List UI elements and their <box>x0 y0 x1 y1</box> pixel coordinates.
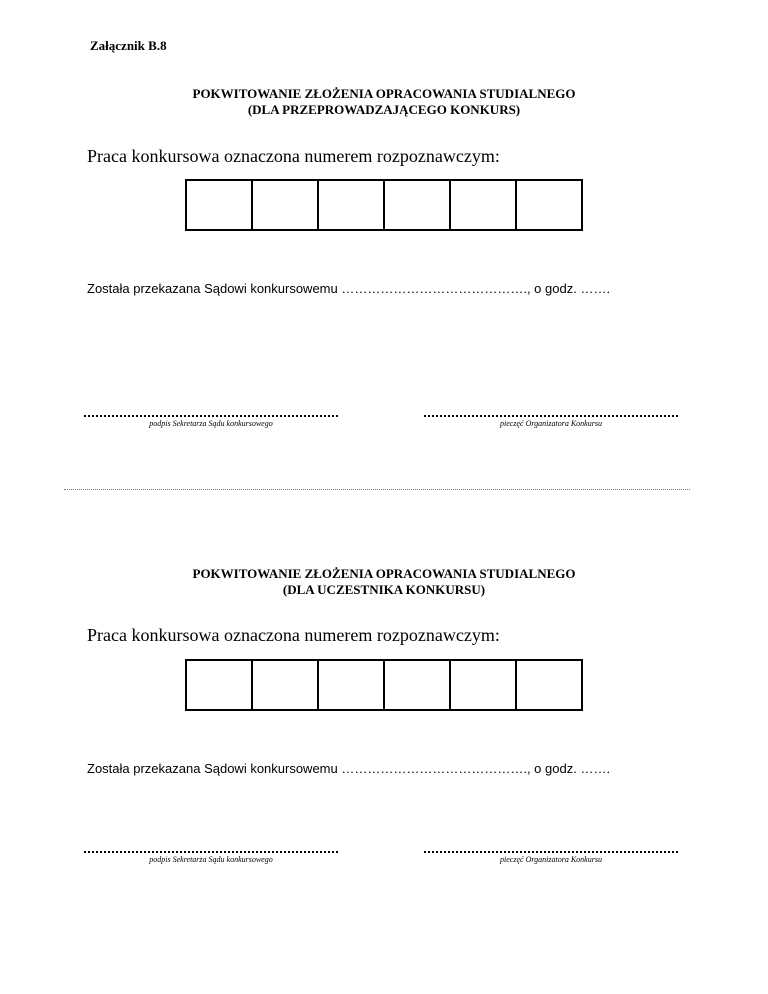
stamp-line <box>424 851 678 853</box>
id-digit-box[interactable] <box>253 661 319 709</box>
section2-subtitle: Praca konkursowa oznaczona numerem rozpoznawczym: <box>87 625 500 645</box>
id-digit-box[interactable] <box>187 661 253 709</box>
id-digit-box[interactable] <box>319 661 385 709</box>
signature-label: podpis Sekretarza Sądu konkursowego <box>149 855 273 864</box>
section2-title-line1: POKWITOWANIE ZŁOŻENIA OPRACOWANIA STUDIALNEGO <box>192 566 576 581</box>
section1-signature-right <box>424 415 678 428</box>
section1-subtitle: Praca konkursowa oznaczona numerem rozpoznawczym: <box>87 146 500 166</box>
signature-label: podpis Sekretarza Sądu konkursowego <box>149 419 273 428</box>
stamp-label: pieczęć Organizatora Konkursu <box>500 419 602 428</box>
id-digit-box[interactable] <box>385 181 451 229</box>
signature-line <box>84 851 338 853</box>
id-digit-box[interactable] <box>253 181 319 229</box>
id-digit-box[interactable] <box>451 661 517 709</box>
stamp-line <box>424 415 678 417</box>
section2-title <box>0 566 768 598</box>
cut-line-divider <box>64 489 690 490</box>
stamp-label: pieczęć Organizatora Konkursu <box>500 855 602 864</box>
id-digit-box[interactable] <box>517 661 581 709</box>
section1-title <box>0 86 768 118</box>
id-digit-box[interactable] <box>385 661 451 709</box>
id-digit-box[interactable] <box>451 181 517 229</box>
section1-title-line1: POKWITOWANIE ZŁOŻENIA OPRACOWANIA STUDIALNEGO <box>192 86 576 101</box>
id-digit-box[interactable] <box>187 181 253 229</box>
section1-id-boxes <box>185 179 583 231</box>
section2-handed-text: Została przekazana Sądowi konkursowemu ……………………………………., o godz. ……. <box>87 761 611 776</box>
section1-handed-text: Została przekazana Sądowi konkursowemu ……………………………………., o godz. ……. <box>87 281 611 296</box>
section1-signature-left <box>84 415 338 428</box>
annex-label: Załącznik B.8 <box>90 38 167 53</box>
section2-signature-right <box>424 851 678 864</box>
id-digit-box[interactable] <box>517 181 581 229</box>
section1-title-line2: (DLA PRZEPROWADZAJĄCEGO KONKURS) <box>247 102 521 117</box>
section2-id-boxes <box>185 659 583 711</box>
section2-signature-left <box>84 851 338 864</box>
id-digit-box[interactable] <box>319 181 385 229</box>
section2-title-line2: (DLA UCZESTNIKA KONKURSU) <box>282 582 486 597</box>
signature-line <box>84 415 338 417</box>
